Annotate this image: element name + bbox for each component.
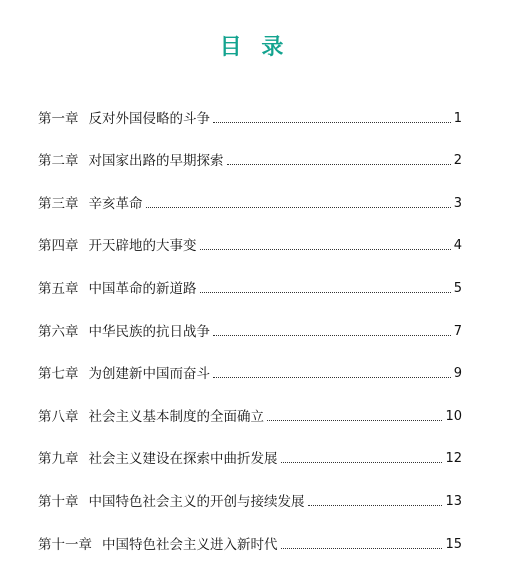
dot-leader <box>281 547 443 549</box>
chapter-title: 对国家出路的早期探索 <box>88 153 224 170</box>
chapter-title: 辛亥革命 <box>88 195 143 212</box>
toc-entry[interactable] <box>38 511 462 554</box>
dot-leader <box>200 248 451 250</box>
chapter-number: 第十章 <box>38 493 79 510</box>
chapter-number: 第三章 <box>38 195 79 212</box>
toc-entry[interactable] <box>38 426 462 469</box>
page-number: 13 <box>445 493 462 509</box>
toc-list <box>38 85 462 554</box>
chapter-title: 中华民族的抗日战争 <box>88 323 210 340</box>
page-number: 3 <box>453 195 462 211</box>
dot-leader <box>267 419 442 421</box>
page-number: 7 <box>453 323 462 339</box>
dot-leader <box>200 291 451 293</box>
page-number: 10 <box>445 408 462 424</box>
toc-entry[interactable] <box>38 255 462 298</box>
page-number: 15 <box>445 536 462 552</box>
chapter-number: 第一章 <box>38 110 79 127</box>
chapter-number: 第七章 <box>38 366 79 383</box>
toc-entry[interactable] <box>38 85 462 128</box>
chapter-title: 社会主义基本制度的全面确立 <box>88 408 264 425</box>
page-number: 9 <box>453 366 462 382</box>
toc-entry[interactable] <box>38 468 462 511</box>
chapter-title: 反对外国侵略的斗争 <box>88 110 210 127</box>
chapter-number: 第四章 <box>38 238 79 255</box>
page-number: 12 <box>445 451 462 467</box>
chapter-number: 第九章 <box>38 451 79 468</box>
page-number: 2 <box>453 153 462 169</box>
dot-leader <box>281 461 443 463</box>
dot-leader <box>213 334 451 336</box>
chapter-number: 第五章 <box>38 280 79 297</box>
page-number: 5 <box>453 280 462 296</box>
dot-leader <box>213 376 451 378</box>
toc-entry[interactable] <box>38 383 462 426</box>
toc-title: 目 录 <box>219 35 290 60</box>
dot-leader <box>146 206 451 208</box>
toc-entry[interactable] <box>38 298 462 341</box>
chapter-number: 第十一章 <box>38 536 92 553</box>
chapter-number: 第六章 <box>38 323 79 340</box>
page-number: 4 <box>453 238 462 254</box>
chapter-title: 中国特色社会主义的开创与接续发展 <box>88 493 305 510</box>
chapter-number: 第八章 <box>38 408 79 425</box>
toc-entry[interactable] <box>38 170 462 213</box>
dot-leader <box>213 121 451 123</box>
toc-entry[interactable] <box>38 213 462 256</box>
chapter-title: 社会主义建设在探索中曲折发展 <box>88 451 278 468</box>
chapter-title: 中国特色社会主义进入新时代 <box>102 536 278 553</box>
page-number: 1 <box>453 110 462 126</box>
dot-leader <box>227 163 451 165</box>
dot-leader <box>308 504 443 506</box>
chapter-title: 中国革命的新道路 <box>88 280 197 297</box>
chapter-title: 为创建新中国而奋斗 <box>88 366 210 383</box>
chapter-title: 开天辟地的大事变 <box>88 238 197 255</box>
chapter-number: 第二章 <box>38 153 79 170</box>
toc-entry[interactable] <box>38 341 462 384</box>
toc-entry[interactable] <box>38 128 462 171</box>
